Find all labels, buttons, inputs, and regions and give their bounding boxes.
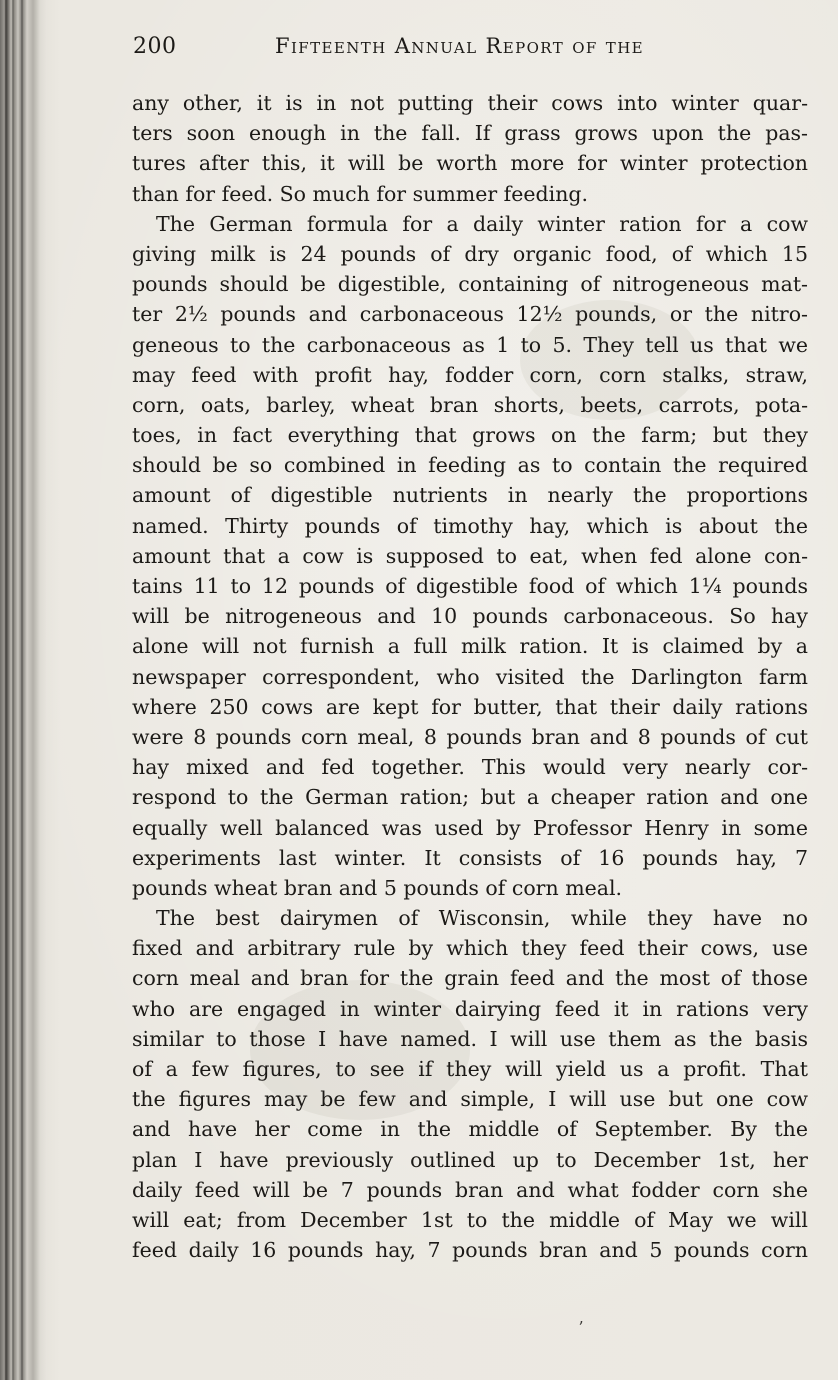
text-line: experiments last winter. It consists of 16 pounds hay, 7 [132, 845, 808, 870]
text-line: ter 2½ pounds and carbonaceous 12½ pounds, or the nitro- [132, 302, 808, 327]
text-line: any other, it is in not putting their cows into winter quar- [132, 91, 808, 115]
paragraph-first-line: The best dairymen of Wisconsin, while they have no [156, 906, 808, 931]
text-line: corn meal and bran for the grain feed and the most of those [132, 966, 808, 991]
text-line: named. Thirty pounds of timothy hay, which is about the [132, 513, 808, 538]
body-text [132, 88, 808, 1265]
page-header [133, 34, 823, 68]
text-line: will eat; from December 1st to the middle of May we will [132, 1207, 808, 1232]
text-line: geneous to the carbonaceous as 1 to 5. They tell us that we [132, 332, 808, 357]
text-line: pounds wheat bran and 5 pounds of corn meal. [132, 875, 623, 900]
text-line: may feed with profit hay, fodder corn, corn stalks, straw, [132, 362, 808, 387]
page-number: 200 [133, 34, 177, 59]
spine-edge-line [12, 0, 14, 1380]
paragraph-first-line: The German formula for a daily winter ration for a cow [156, 211, 808, 236]
text-line: equally well balanced was used by Professor Henry in some [132, 815, 808, 840]
text-line: feed daily 16 pounds hay, 7 pounds bran and 5 pounds corn [132, 1238, 808, 1263]
text-line: tains 11 to 12 pounds of digestible food of which 1¼ pounds [132, 574, 808, 598]
text-line: pounds should be digestible, containing of nitrogeneous mat- [132, 272, 808, 297]
text-line: giving milk is 24 pounds of dry organic food, of which 15 [132, 241, 808, 266]
text-line: plan I have previously outlined up to December 1st, her [132, 1147, 808, 1172]
text-line: than for feed. So much for summer feeding. [132, 181, 589, 206]
text-line: of a few figures, to see if they will yield us a profit. That [132, 1057, 808, 1081]
text-line: toes, in fact everything that grows on the farm; but they [132, 423, 808, 448]
text-line: where 250 cows are kept for butter, that their daily rations [132, 694, 808, 719]
running-head: Fifteenth Annual Report of the [275, 34, 645, 58]
spine-edge-line [21, 0, 23, 1380]
ink-speck: ʼ [578, 1318, 584, 1337]
text-line: daily feed will be 7 pounds bran and what fodder corn she [132, 1177, 808, 1202]
text-line: amount that a cow is supposed to eat, when fed alone con- [132, 543, 808, 568]
text-line: fixed and arbitrary rule by which they feed their cows, use [132, 936, 808, 961]
text-line: tures after this, it will be worth more for winter protection [132, 151, 808, 176]
spine-edge-line [5, 0, 7, 1380]
text-line: amount of digestible nutrients in nearly the proportions [132, 483, 808, 508]
text-line: who are engaged in winter dairying feed it in rations very [132, 996, 808, 1021]
text-line: and have her come in the middle of September. By the [132, 1117, 808, 1142]
text-line: respond to the German ration; but a cheaper ration and one [132, 785, 808, 810]
text-line: hay mixed and fed together. This would very nearly cor- [132, 755, 808, 780]
text-line: were 8 pounds corn meal, 8 pounds bran and 8 pounds of cut [132, 724, 808, 749]
text-line: similar to those I have named. I will use them as the basis [132, 1026, 808, 1051]
text-line: newspaper correspondent, who visited the Darlington farm [132, 664, 808, 689]
text-line: should be so combined in feeding as to contain the required [132, 453, 808, 478]
text-line: alone will not furnish a full milk ration. It is claimed by a [132, 634, 808, 659]
text-line: corn, oats, barley, wheat bran shorts, beets, carrots, pota- [132, 392, 808, 417]
text-line: the figures may be few and simple, I will use but one cow [132, 1087, 808, 1112]
text-line: will be nitrogeneous and 10 pounds carbonaceous. So hay [132, 604, 808, 629]
text-line: ters soon enough in the fall. If grass grows upon the pas- [132, 121, 808, 146]
